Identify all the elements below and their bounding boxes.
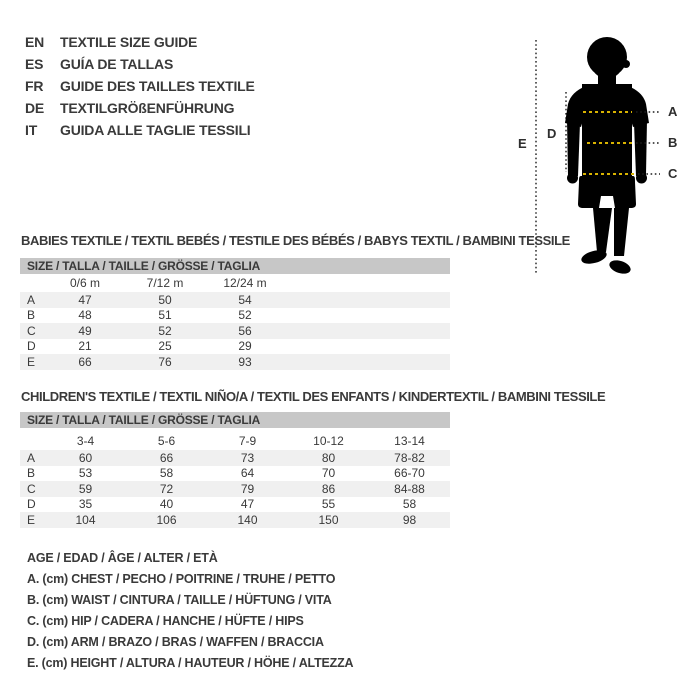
size-value-cell: 49 xyxy=(78,323,92,338)
size-value-cell: 73 xyxy=(240,450,255,465)
row-label: B xyxy=(27,308,36,323)
row-label: B xyxy=(27,466,36,481)
row-label: A xyxy=(27,450,36,465)
size-value-cell: 64 xyxy=(240,466,255,481)
table-row xyxy=(20,323,450,339)
table-row xyxy=(20,497,450,513)
measurement-legend xyxy=(27,548,353,674)
language-code: IT xyxy=(25,122,38,138)
legend-item: C. (cm) HIP / CADERA / HANCHE / HÜFTE / HIPS xyxy=(27,614,304,628)
row-label: D xyxy=(27,497,36,512)
legend-item: A. (cm) CHEST / PECHO / POITRINE / TRUHE / PETTO xyxy=(27,572,336,586)
table-row xyxy=(20,354,450,370)
row-label: E xyxy=(27,354,36,369)
language-title: GUIDA ALLE TAGLIE TESSILI xyxy=(60,122,251,138)
language-list xyxy=(25,31,255,141)
size-value-cell: 29 xyxy=(238,339,252,354)
legend-item: E. (cm) HEIGHT / ALTURA / HAUTEUR / HÖHE / ALTEZZA xyxy=(27,656,354,670)
language-code: EN xyxy=(25,34,45,50)
children-size-header-bar: SIZE / TALLA / TAILLE / GRÖSSE / TAGLIA xyxy=(20,412,450,428)
language-title: GUIDE DES TAILLES TEXTILE xyxy=(60,78,255,94)
figure-label-b: B xyxy=(668,135,678,150)
language-code: FR xyxy=(25,78,44,94)
size-value-cell: 106 xyxy=(156,512,177,527)
row-label: C xyxy=(27,481,36,496)
size-value-cell: 58 xyxy=(159,466,174,481)
figure-label-a: A xyxy=(668,104,678,119)
column-header: 7/12 m xyxy=(146,276,184,290)
size-value-cell: 76 xyxy=(158,354,172,369)
filler-cell xyxy=(285,308,450,324)
size-value-cell: 104 xyxy=(75,512,96,527)
table-row xyxy=(20,292,450,308)
row-label: D xyxy=(27,339,36,354)
size-value-cell: 51 xyxy=(158,308,172,323)
size-value-cell: 66 xyxy=(78,354,92,369)
size-value-cell: 47 xyxy=(78,292,92,307)
size-value-cell: 21 xyxy=(78,339,92,354)
size-value-cell: 25 xyxy=(158,339,172,354)
size-value-cell: 54 xyxy=(238,292,252,307)
legend-age-line: AGE / EDAD / ÂGE / ALTER / ETÀ xyxy=(27,551,218,565)
size-value-cell: 58 xyxy=(402,497,417,512)
size-value-cell: 48 xyxy=(78,308,92,323)
size-value-cell: 52 xyxy=(238,308,252,323)
row-label: A xyxy=(27,292,36,307)
column-header: 7-9 xyxy=(238,434,257,448)
size-value-cell: 79 xyxy=(240,481,255,496)
size-value-cell: 60 xyxy=(78,450,93,465)
size-value-cell: 70 xyxy=(321,466,336,481)
filler-cell xyxy=(285,323,450,339)
column-header-row xyxy=(20,432,450,450)
language-code: DE xyxy=(25,100,45,116)
figure-label-c: C xyxy=(668,166,678,181)
legend-item: D. (cm) ARM / BRAZO / BRAS / WAFFEN / BRACCIA xyxy=(27,635,324,649)
size-value-cell: 66 xyxy=(159,450,174,465)
size-value-cell: 50 xyxy=(158,292,172,307)
row-label: E xyxy=(27,512,36,527)
language-row xyxy=(25,97,255,119)
size-value-cell: 93 xyxy=(238,354,252,369)
size-value-cell: 40 xyxy=(159,497,174,512)
size-value-cell: 59 xyxy=(78,481,93,496)
language-row xyxy=(25,119,255,141)
language-title: GUÍA DE TALLAS xyxy=(60,56,174,72)
column-header: 3-4 xyxy=(76,434,95,448)
size-value-cell: 56 xyxy=(238,323,252,338)
table-row xyxy=(20,466,450,482)
babies-section-heading: BABIES TEXTILE / TEXTIL BEBÉS / TESTILE DES BÉBÉS / BABYS TEXTIL / BAMBINI TESSILE xyxy=(21,233,570,248)
column-header: 0/6 m xyxy=(69,276,100,290)
size-value-cell: 84-88 xyxy=(394,481,425,496)
children-size-table xyxy=(20,432,450,528)
table-row xyxy=(20,308,450,324)
size-value-cell: 35 xyxy=(78,497,93,512)
figure-label-e: E xyxy=(518,136,527,151)
language-title: TEXTILGRÖßENFÜHRUNG xyxy=(60,100,235,116)
filler-cell xyxy=(285,274,450,292)
corner-cell xyxy=(20,432,45,450)
column-header-row xyxy=(20,274,450,292)
language-code: ES xyxy=(25,56,44,72)
table-row xyxy=(20,512,450,528)
child-silhouette xyxy=(565,37,649,276)
size-value-cell: 66-70 xyxy=(394,466,425,481)
filler-cell xyxy=(285,292,450,308)
language-row xyxy=(25,31,255,53)
corner-cell xyxy=(20,274,45,292)
figure-label-d: D xyxy=(547,126,557,141)
children-section-heading: CHILDREN'S TEXTILE / TEXTIL NIÑO/A / TEXTIL DES ENFANTS / KINDERTEXTIL / BAMBINI TESSILE xyxy=(21,389,606,404)
size-value-cell: 86 xyxy=(321,481,336,496)
size-value-cell: 72 xyxy=(159,481,174,496)
size-value-cell: 78-82 xyxy=(394,450,425,465)
size-value-cell: 140 xyxy=(237,512,258,527)
size-value-cell: 55 xyxy=(321,497,336,512)
table-row xyxy=(20,450,450,466)
babies-size-table xyxy=(20,274,450,370)
table-row xyxy=(20,339,450,355)
language-title: TEXTILE SIZE GUIDE xyxy=(60,34,198,50)
column-header: 10-12 xyxy=(313,434,344,448)
filler-cell xyxy=(285,354,450,370)
legend-item: B. (cm) WAIST / CINTURA / TAILLE / HÜFTUNG / VITA xyxy=(27,593,332,607)
language-row xyxy=(25,53,255,75)
row-label: C xyxy=(27,323,36,338)
size-value-cell: 150 xyxy=(318,512,339,527)
column-header: 5-6 xyxy=(157,434,176,448)
size-value-cell: 98 xyxy=(402,512,417,527)
filler-cell xyxy=(285,339,450,355)
column-header: 13-14 xyxy=(394,434,425,448)
size-value-cell: 47 xyxy=(240,497,255,512)
size-value-cell: 52 xyxy=(158,323,172,338)
size-value-cell: 53 xyxy=(78,466,93,481)
column-header: 12/24 m xyxy=(223,276,267,290)
babies-size-header-bar: SIZE / TALLA / TAILLE / GRÖSSE / TAGLIA xyxy=(20,258,450,274)
size-value-cell: 80 xyxy=(321,450,336,465)
table-row xyxy=(20,481,450,497)
language-row xyxy=(25,75,255,97)
